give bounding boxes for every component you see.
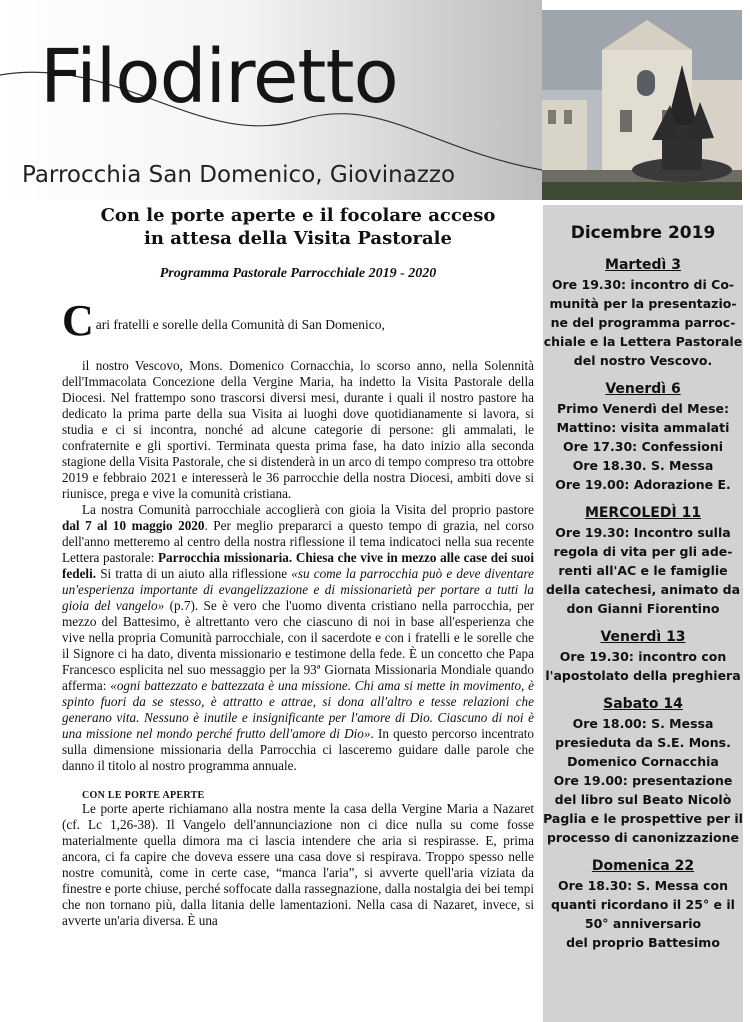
event-line: Ore 18.00: S. Messa [572, 716, 714, 731]
church-fountain-photo [542, 10, 742, 200]
paragraph-3: Le porte aperte richiamano alla nostra mente la casa della Vergine Maria a Nazaret (cf. Lc 1,26-38). Il Vangelo dell'annunciazione non ci dice nulla su come fosse materialmente quella dimora ma ci lascia intendere che aria si respirasse. E, prima ancora, ci fa capire che doveva essere una casa dove si respirava. Troppo spesso nelle nostre comunità, come in certe case, “manca l'aria”, si avverte quell'aria viziata da finestre e porte chiuse, perché soffocate dalla rassegnazione, dalla nostalgia dei bei tempi che non tornano più, dalla litania delle lamentazioni. Nella casa di Nazaret, invece, si avverte un'aria diversa. È una [62, 801, 534, 928]
calendar-month: Dicembre 2019 [570, 223, 716, 243]
event-date: Sabato 14 [603, 696, 683, 712]
event-line: don Gianni Fiorentino [566, 601, 720, 616]
article [62, 200, 534, 929]
event-line: del proprio Battesimo [566, 935, 720, 950]
event-line: munità per la presentazio- [549, 296, 737, 311]
headline-line-2: in attesa della Visita Pastorale [144, 228, 452, 249]
masthead-subtitle: Parrocchia San Domenico, Giovinazzo [22, 162, 456, 188]
headline-line-1: Con le porte aperte e il focolare acceso [100, 205, 496, 226]
event-line: presieduta da S.E. Mons. [555, 735, 731, 750]
event-line: chiale e la Lettera Pastorale [543, 334, 743, 349]
drop-cap: C [62, 296, 94, 345]
calendar-event [543, 505, 743, 618]
article-headline [62, 204, 534, 250]
event-date: Venerdì 6 [605, 381, 681, 397]
calendar-event [543, 257, 743, 370]
salutation-text: ari fratelli e sorelle della Comunità di San Domenico, [95, 317, 385, 332]
event-line: Ore 19.00: Adorazione E. [555, 477, 731, 492]
section-heading: CON LE PORTE APERTE [82, 790, 205, 801]
event-line: Ore 18.30: S. Messa con [557, 878, 729, 893]
event-date: MERCOLEDÌ 11 [584, 505, 702, 521]
p2-text-c: . Per meglio prepararci a questo tempo di grazia, nel corso dell'anno metteremo al centro della nostra riflessione il tema indicatoci nella sua recente Lettera pastorale: [62, 518, 534, 565]
paragraph-2 [62, 502, 534, 774]
p2-text-i: . In questo percorso incentrato sulla dimensione missionaria della Parrocchia ci lasceremo guidare dalle parole che danno il titolo al nostro programma annuale. [62, 726, 534, 773]
event-line: Ore 18.30. S. Messa [572, 458, 714, 473]
event-line: renti all'AC e le famiglie [558, 563, 728, 578]
event-line: Ore 19.00: presentazione [553, 773, 733, 788]
p2-text-g: (p.7). Se è vero che l'uomo diventa cristiano nella parrocchia, per mezzo del Battesimo, è altrettanto vero che ciascuno di noi in base all'esperienza che vive nella propria Comunità parrocchiale, con il sacerdote e con i fratelli e le sorelle che il Signore ci ha dato, diventa missionario e testimone della fede. È un concetto che Papa Francesco esplicita nel suo messaggio per la 93ª Giornata Missionaria Mondiale quando afferma: [62, 598, 535, 693]
event-line: Ore 17.30: Confessioni [562, 439, 724, 454]
event-line: regola di vita per gli ade- [553, 544, 733, 559]
event-date: Domenica 22 [591, 858, 695, 874]
event-line: Ore 19.30: Incontro sulla [555, 525, 731, 540]
event-line: Primo Venerdì del Mese: [556, 401, 730, 416]
event-line: Mattino: visita ammalati [556, 420, 730, 435]
calendar-event [543, 381, 743, 494]
p2-text-e: Si tratta di un aiuto alla riflessione [96, 566, 292, 581]
event-date: Venerdì 13 [600, 629, 686, 645]
calendar-event [543, 629, 743, 685]
event-line: 50° anniversario [584, 916, 702, 931]
salutation [62, 296, 534, 345]
church-fountain-image [542, 10, 742, 200]
event-line: della catechesi, animato da [545, 582, 741, 597]
event-line: Paglia e le prospettive per il [543, 811, 743, 826]
p2-quote-letter: «su come la parrocchia può e deve diventare un'esperienza importante di evangelizzazione e di missionarietà per portare a tutti la gioia del vangelo» [62, 566, 534, 613]
p2-quote-pope: «ogni battezzato e battezzata è una missione. Chi ama si mette in movimento, è spinto fuori da se stesso, è attratto e attrae, si dona all'altro e tesse relazioni che generano vita. Nessuno è inutile e insignificante per l'amore di Dio. Ciascuno di noi è una missione nel mondo perché frutto dell'amore di Dio» [62, 678, 535, 741]
event-line: quanti ricordano il 25° e il [551, 897, 735, 912]
p2-letter-title: Parrocchia missionaria. Chiesa che vive in mezzo alle case dei suoi fedeli. [62, 550, 534, 581]
masthead [0, 0, 542, 200]
event-line: Ore 19.30: incontro di Co- [551, 277, 735, 292]
p2-text-a: La nostra Comunità parrocchiale accoglierà con gioia la Visita del proprio pastore [82, 502, 534, 517]
programme-title: Programma Pastorale Parrocchiale 2019 - 2020 [159, 266, 437, 281]
event-date: Martedì 3 [605, 257, 681, 273]
calendar-events [543, 257, 743, 952]
event-line: l'apostolato della preghiera [545, 668, 741, 683]
event-line: Ore 19.30: incontro con [559, 649, 727, 664]
event-line: Domenico Cornacchia [567, 754, 719, 769]
event-line: ne del programma parroc- [550, 315, 736, 330]
calendar-sidebar [543, 205, 743, 1022]
calendar-event [543, 858, 743, 952]
calendar-event [543, 696, 743, 847]
p2-visit-dates: dal 7 al 10 maggio 2020 [62, 518, 205, 533]
event-line: processo di canonizzazione [546, 830, 740, 845]
event-line: del nostro Vescovo. [573, 353, 713, 368]
event-line: del libro sul Beato Nicolò [554, 792, 732, 807]
masthead-title: Filodiretto [40, 34, 398, 120]
paragraph-1: il nostro Vescovo, Mons. Domenico Cornacchia, lo scorso anno, nella Solennità dell'Immacolata Concezione della Vergine Maria, ha indetto la Visita Pastorale della Diocesi. Nel frattempo sono trascorsi diversi mesi, durante i quali il nostro pastore ha dedicato la prima parte della sua Visita ai luoghi dove quotidianamente si lavora, si studia e ci si incontra, nonché ad alcune categorie di persone: gli ammalati, le confraternite e gli sportivi. Terminata questa prima fase, ha dato inizio alla seconda stagione della Visita Pastorale, che si distenderà in un arco di tempo compreso tra ottobre 2019 e febbraio 2021 e interesserà le 36 parrocchie della nostra Diocesi, ambiti dove si riunisce, prega e vive la comunità cristiana. [62, 358, 534, 501]
